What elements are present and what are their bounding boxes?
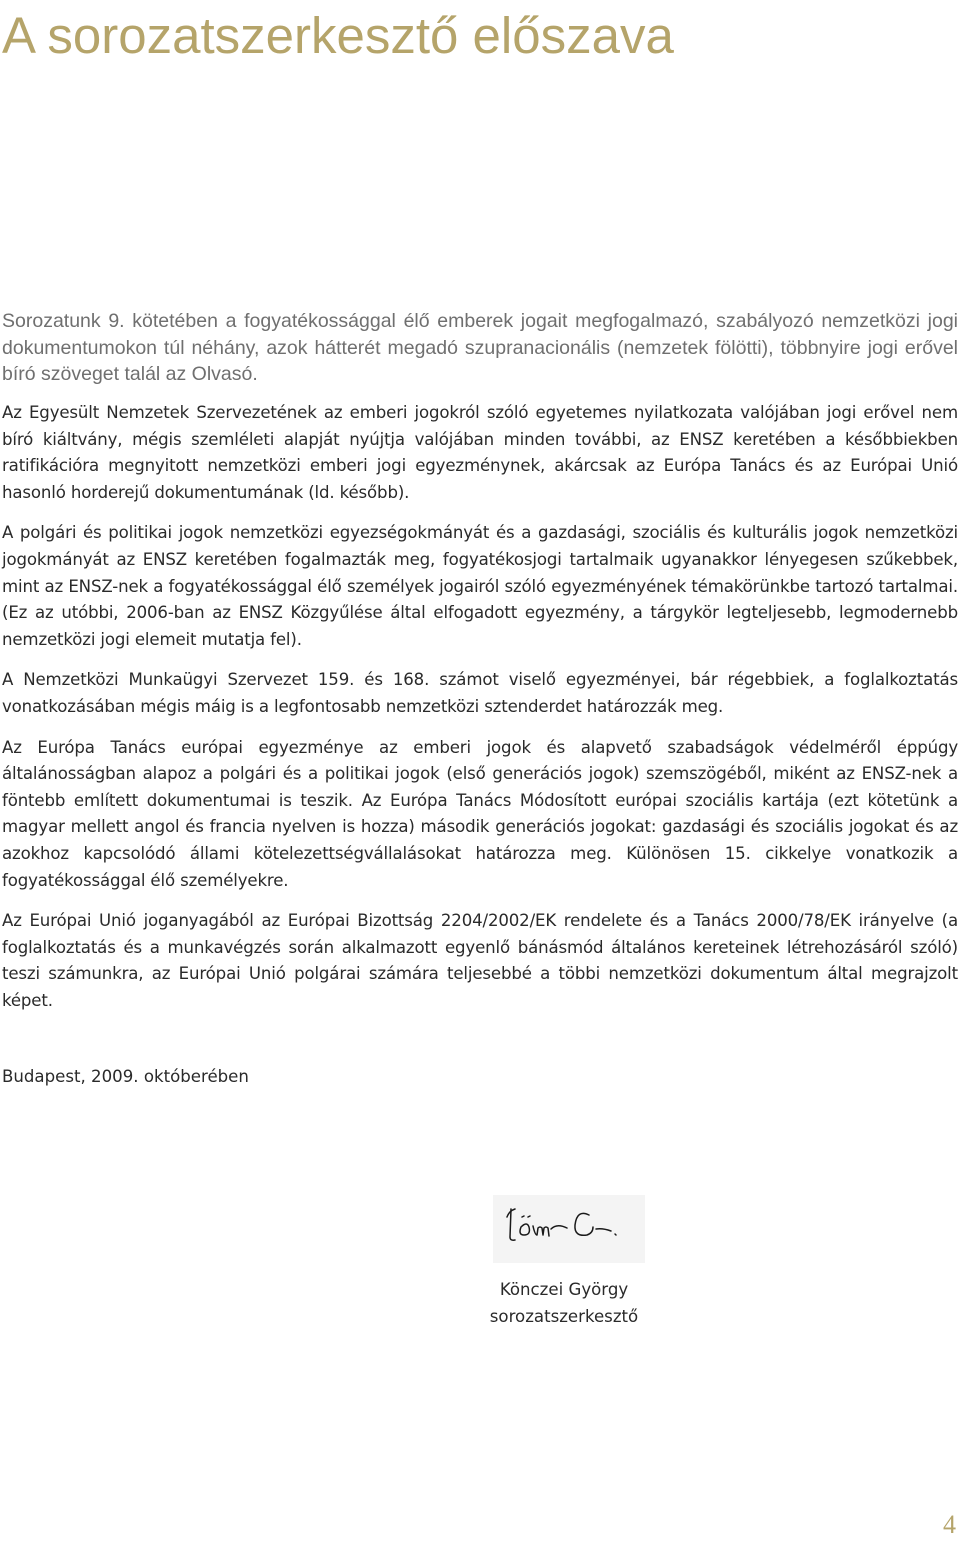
- signature-image: [493, 1195, 645, 1263]
- page-title: A sorozatszerkesztő előszava: [2, 7, 674, 64]
- paragraph-covenants: A polgári és politikai jogok nemzetközi egyezségokmányát és a gazdasági, szociális és kulturális jogok nemzetközi jogokmányát az ENSZ keretében fogalmazták meg, fogyatékosjogi tartalmaik ugyanakkor lényegesen szűkebbek, mint az ENSZ-nek a fogyatékossággal élő személyek jogairól szóló egyezményének témakörünkbe tartozó tartalmai. (Ez az utóbbi, 2006-ban az ENSZ Közgyűlése által elfogadott egyezmény, a tárgykör legteljesebb, legmodernebb nemzetközi jogi elemeit mutatja fel).: [2, 523, 958, 649]
- signer-block: [464, 1276, 664, 1330]
- paragraph-un-declaration: Az Egyesült Nemzetek Szervezetének az emberi jogokról szóló egyetemes nyilatkozata valójában jogi erővel nem bíró kiáltvány, mégis szemléleti alapját nyújtja valójában minden további, az ENSZ keretében a későbbiekben ratifikációra megnyitott nemzetközi emberi jogi egyezménynek, akárcsak az Európa Tanács és az Európai Unió hasonló horderejű dokumentumának (ld. később).: [2, 403, 958, 502]
- paragraph-european-union: Az Európai Unió joganyagából az Európai Bizottság 2204/2002/EK rendelete és a Tanács 2000/78/EK irányelve (a foglalkoztatás és a munkavégzés során alkalmazott egyenlő bánásmód általános kereteinek létrehozásáról szóló) teszi számunkra, az Európai Unió polgárai számára teljesebbé a többi nemzetközi dokumentum által megrajzolt képet.: [2, 911, 958, 1010]
- page-number: 4: [943, 1510, 956, 1539]
- paragraph-ilo-conventions: A Nemzetközi Munkaügyi Szervezet 159. és 168. számot viselő egyezményei, bár régebbiek, a foglalkoztatás vonatkozásában mégis máig is a legfontosabb nemzetközi sztenderdet határozzák meg.: [2, 670, 958, 716]
- handwritten-signature-icon: [493, 1195, 645, 1263]
- signer-role: sorozatszerkesztő: [489, 1307, 639, 1326]
- signer-name: Könczei György: [499, 1280, 629, 1299]
- paragraph-council-of-europe: Az Európa Tanács európai egyezménye az emberi jogok és alapvető szabadságok védelméről éppúgy általánosságban alapoz a polgári és a politikai jogok (első generációs jogok) szemszögéből, miként az ENSZ-nek a föntebb említett dokumentumai is teszik. Az Európa Tanács Módosított európai szociális kartája (ezt kötetünk a magyar mellett angol és francia nyelven is hozza) második generációs jogokat: gazdasági és szociális jogokat és az azokhoz kapcsolódó állami kötelezettségvállalásokat határozza meg. Különösen 15. cikkelye vonatkozik a fogyatékossággal élő személyekre.: [2, 737, 958, 890]
- place-date: Budapest, 2009. októberében: [2, 1067, 249, 1086]
- intro-paragraph: Sorozatunk 9. kötetében a fogyatékossággal élő emberek jogait megfogalmazó, szabályozó nemzetközi jogi dokumentumokon túl néhány, azok hátterét megadó szupranacionális (nemzetek fölötti), többnyire jogi erővel bíró szöveget talál az Olvasó.: [2, 310, 958, 385]
- body-text: [2, 400, 958, 1028]
